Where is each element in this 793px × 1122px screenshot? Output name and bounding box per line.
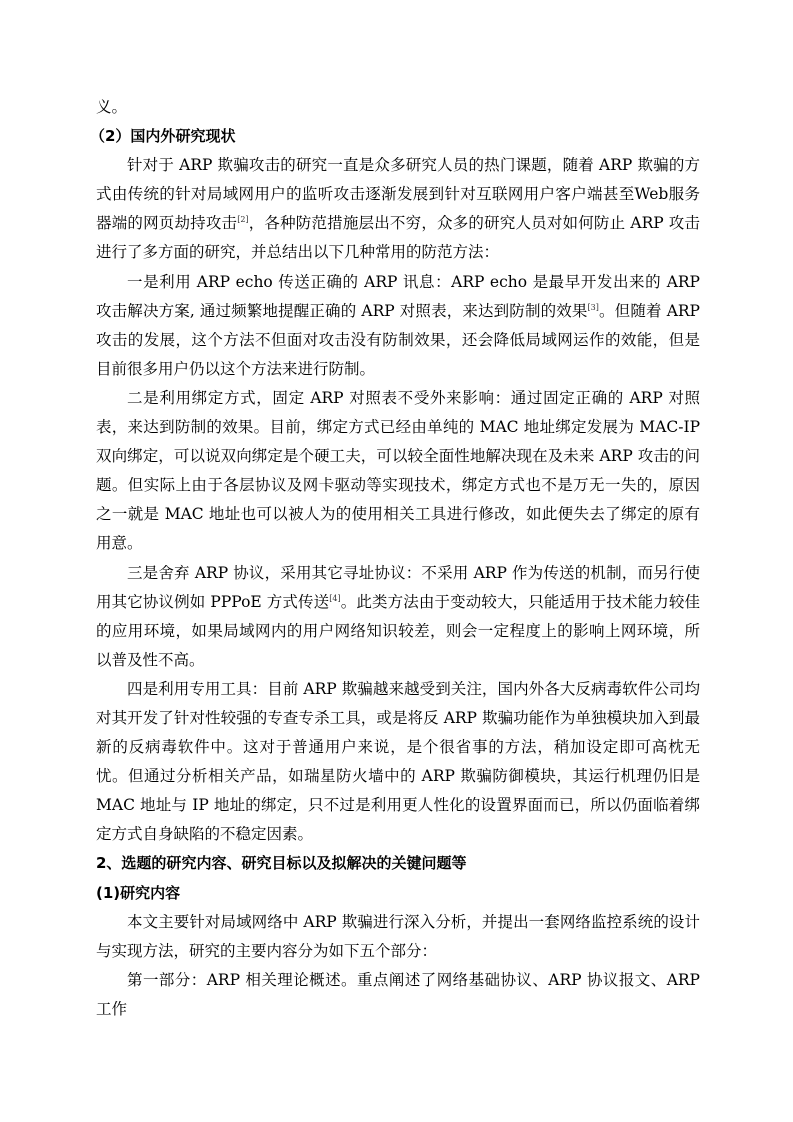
section-heading-research-status: （2）国内外研究现状 bbox=[90, 127, 236, 146]
body-text bbox=[90, 93, 700, 1024]
citation-ref: [2] bbox=[237, 215, 249, 225]
text: 。但随着 ARP 攻击的发展，这个方法不但面对攻击没有防制效果，还会降低局域网运作的效能，但是目前很多用户仍以这个方法来进行防制。 bbox=[96, 301, 700, 378]
text: 针对于 ARP 欺骗攻击的研究一直是众多研究人员的热门课题，随着 ARP 欺骗的方式由传统的针对局域网用户的监听攻击逐渐发展到针对互联网用户客户端甚至Web服务器端的网页劫持攻击 bbox=[96, 156, 700, 233]
paragraph-continuation: 义。 bbox=[96, 98, 128, 116]
paragraph-overview: 本文主要针对局域网络中 ARP 欺骗进行深入分析，并提出一套网络监控系统的设计与实现方法，研究的主要内容分为如下五个部分： bbox=[96, 912, 700, 960]
paragraph-part-1: 第一部分：ARP 相关理论概述。重点阐述了网络基础协议、ARP 协议报文、ARP 工作 bbox=[96, 970, 700, 1018]
section-heading-research-content: 2、选题的研究内容、研究目标以及拟解决的关键问题等 bbox=[96, 854, 467, 873]
text: 三是舍弃 ARP 协议，采用其它寻址协议：不采用 ARP 作为传送的机制，而另行使用其它协议例如 PPPoE 方式传送 bbox=[96, 563, 700, 611]
paragraph-intro bbox=[96, 151, 700, 267]
subsection-heading: (1)研究内容 bbox=[96, 883, 181, 902]
paragraph-method-1 bbox=[96, 268, 700, 384]
paragraph-method-3 bbox=[96, 559, 700, 675]
text: ，各种防范措施层出不穷，众多的研究人员对如何防止 ARP 攻击进行了多方面的研究，并总结出以下几种常用的防范方法： bbox=[96, 214, 700, 262]
paragraph-method-2: 二是利用绑定方式，固定 ARP 对照表不受外来影响：通过固定正确的 ARP 对照表，来达到防制的效果。目前，绑定方式已经由单纯的 MAC 地址绑定发展为 MAC-IP 双向绑定，可以说双向绑定是个硬工夫，可以较全面性地解决现在及未来 ARP 攻击的问题。但实际上由于各层协议及网卡驱动等实现技术，绑定方式也不是万无一失的，原因之一就是 MAC 地址也可以被人为的使用相关工具进行修改，如此便失去了绑定的原有用意。 bbox=[96, 388, 700, 553]
text: 。此类方法由于变动较大，只能适用于技术能力较佳的应用环境，如果局域网内的用户网络知识较差，则会一定程度上的影响上网环境，所以普及性不高。 bbox=[96, 592, 700, 669]
citation-ref: [3] bbox=[587, 302, 599, 312]
citation-ref: [4] bbox=[329, 593, 341, 603]
paragraph-method-4: 四是利用专用工具：目前 ARP 欺骗越来越受到关注，国内外各大反病毒软件公司均对其开发了针对性较强的专查专杀工具，或是将反 ARP 欺骗功能作为单独模块加入到最新的反病毒软件中。这对于普通用户来说，是个很省事的方法，稍加设定即可高枕无忧。但通过分析相关产品，如瑞星防火墙中的 ARP 欺骗防御模块，其运行机理仍旧是 MAC 地址与 IP 地址的绑定，只不过是利用更人性化的设置界面而已，所以仍面临着绑定方式自身缺陷的不稳定因素。 bbox=[96, 679, 700, 844]
text: 一是利用 ARP echo 传送正确的 ARP 讯息：ARP echo 是最早开发出来的 ARP 攻击解决方案, 通过频繁地提醒正确的 ARP 对照表，来达到防制的效果 bbox=[96, 272, 700, 320]
